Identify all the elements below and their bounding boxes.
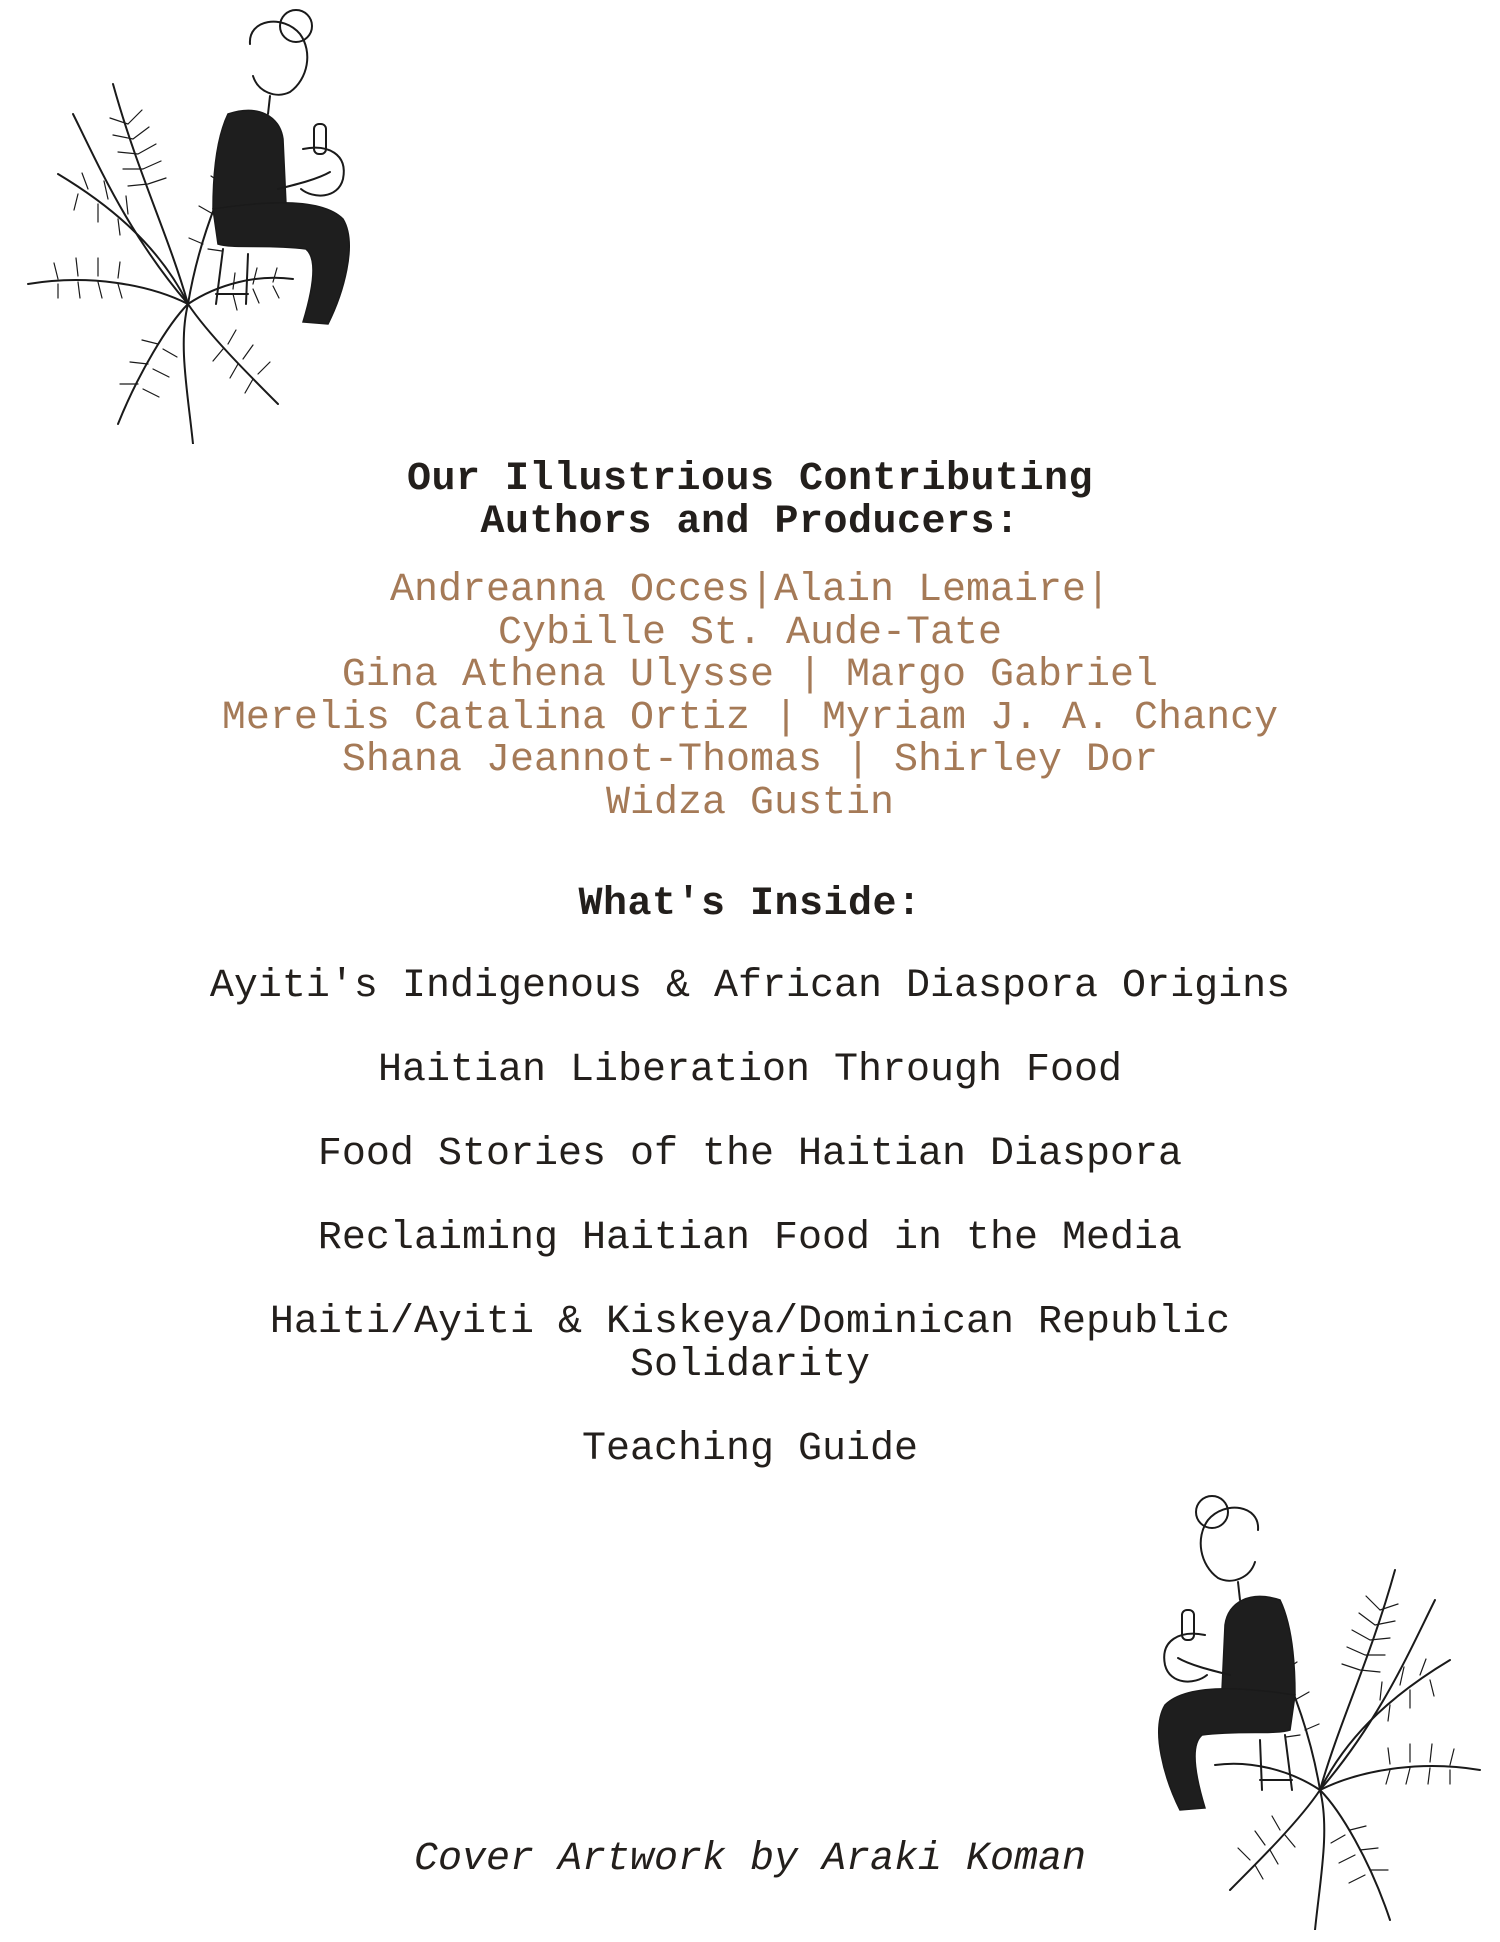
topic-item-line1: Haiti/Ayiti & Kiskeya/Dominican Republic	[269, 1300, 1231, 1345]
author-line: Andreanna Occes|Alain Lemaire|	[389, 568, 1111, 613]
author-line: Gina Athena Ulysse | Margo Gabriel	[341, 653, 1159, 698]
whats-inside-heading: What's Inside:	[578, 882, 922, 927]
topic-item: Food Stories of the Haitian Diaspora	[317, 1132, 1183, 1177]
topic-list	[0, 965, 1500, 1512]
author-list	[0, 570, 1500, 825]
contributors-heading	[0, 458, 1500, 544]
author-line: Merelis Catalina Ortiz | Myriam J. A. Chancy	[221, 695, 1279, 741]
topic-item-line2: Solidarity	[629, 1343, 871, 1388]
topic-item: Haitian Liberation Through Food	[377, 1048, 1123, 1093]
topic-item	[0, 1301, 1500, 1387]
cover-artwork-credit: Cover Artwork by Araki Koman	[413, 1837, 1087, 1882]
topic-item: Ayiti's Indigenous & African Diaspora Origins	[209, 964, 1291, 1009]
topic-item: Teaching Guide	[581, 1427, 919, 1472]
contributors-heading-line1: Our Illustrious Contributing	[406, 457, 1094, 502]
author-line: Shana Jeannot-Thomas | Shirley Dor	[341, 738, 1159, 783]
author-line: Widza Gustin	[605, 780, 895, 826]
woman-with-mortar-illustration-top	[18, 4, 438, 444]
author-line: Cybille St. Aude-Tate	[497, 610, 1003, 656]
topic-item: Reclaiming Haitian Food in the Media	[317, 1216, 1183, 1261]
contributors-heading-line2: Authors and Producers:	[480, 500, 1020, 545]
